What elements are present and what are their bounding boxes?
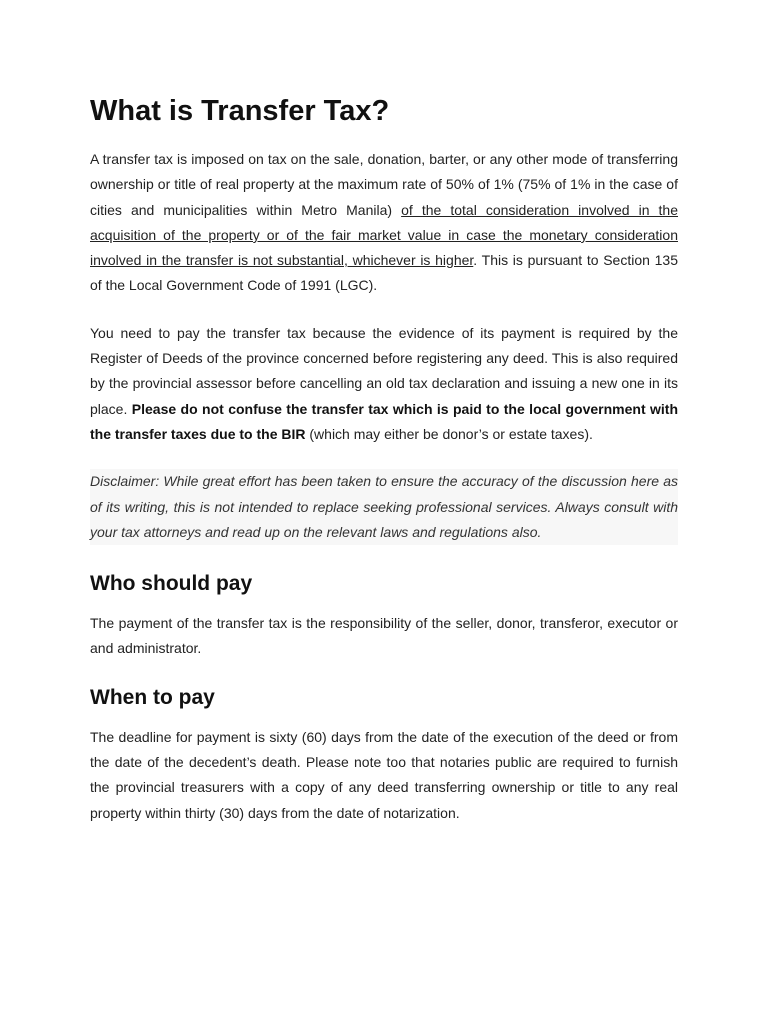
page-title: What is Transfer Tax? xyxy=(90,95,390,127)
when-to-pay-paragraph: The deadline for payment is sixty (60) days from the date of the execution of the deed or from the date of the decedent’s death. Please note too that notaries public are required to furnish the provincial treasurers with a copy of any deed transferring ownership or title to any real property within thirty (30) days from the date of notarization. xyxy=(90,728,678,821)
payment-reason-text-start: You need to pay the transfer tax because the evidence of its payment is required by the Register of Deeds of the province concerned before registering any deed. This is also required by the provincial assessor before cancelling an old tax declaration and issuing a new one in its place. xyxy=(90,324,678,417)
when-to-pay-heading: When to pay xyxy=(90,685,215,709)
document-page xyxy=(90,93,678,826)
intro-text-end: . This is pursuant to Section 135 of the Local Government Code of 1991 (LGC). xyxy=(90,252,678,294)
who-should-pay-heading: Who should pay xyxy=(90,572,253,596)
who-should-pay-paragraph: The payment of the transfer tax is the responsibility of the seller, donor, transferor, executor or and administrator. xyxy=(90,615,678,657)
payment-reason-text-end: (which may either be donor’s or estate taxes). xyxy=(305,425,593,442)
intro-text-start: A transfer tax is imposed on tax on the sale, donation, barter, or any other mode of transferring ownership or title of real property at the maximum rate of 50% of 1% (75% of 1% in the case of cities and municipalities within Metro Manila) xyxy=(90,151,678,218)
intro-paragraph xyxy=(90,147,678,299)
payment-reason-paragraph xyxy=(90,321,678,447)
disclaimer-paragraph: Disclaimer: While great effort has been taken to ensure the accuracy of the discussion here as of its writing, this is not intended to replace seeking professional services. Always consult with your tax attorneys and read up on the relevant laws and regulations also. xyxy=(90,469,678,545)
intro-underlined-text: of the total consideration involved in the acquisition of the property or of the fair market value in case the monetary consideration involved in the transfer is not substantial, whichever is higher xyxy=(90,201,679,269)
payment-reason-bold-text: Please do not confuse the transfer tax which is paid to the local government with the transfer taxes due to the BIR xyxy=(90,400,678,442)
